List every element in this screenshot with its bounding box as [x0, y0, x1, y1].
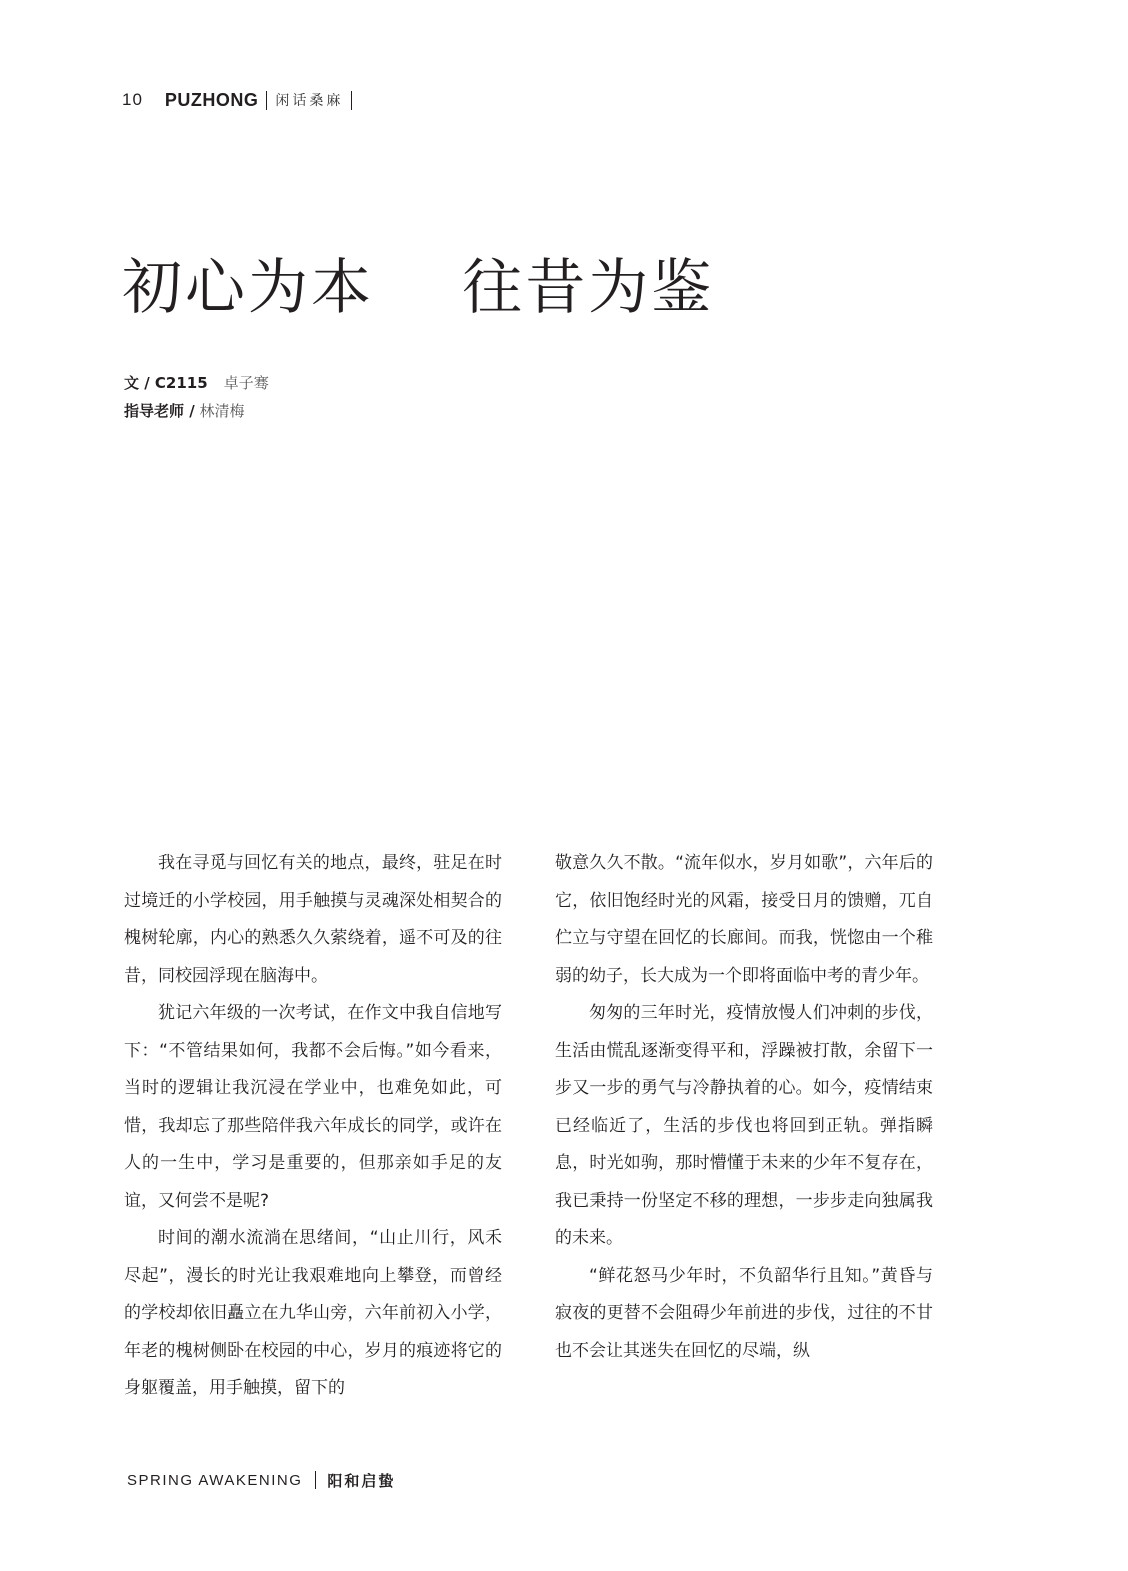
teacher-label: 指导老师 / [124, 402, 195, 420]
issue-title-en: SPRING AWAKENING [127, 1471, 303, 1489]
teacher-name: 林清梅 [199, 402, 245, 420]
section-name: 闲话桑麻 [275, 93, 344, 109]
running-footer [127, 1467, 395, 1493]
paragraph: 我在寻觅与回忆有关的地点，最终，驻足在时过境迁的小学校园，用手触摸与灵魂深处相契合的槐树轮廓，内心的熟悉久久萦绕着，遥不可及的往昔，同校园浮现在脑海中。 [124, 853, 502, 986]
page-number: 10 [122, 90, 143, 109]
article-title: 初心为本 往昔为鉴 [122, 253, 715, 323]
body-column-right [555, 845, 933, 1370]
paragraph: 时间的潮水流淌在思绪间，“山止川行，风禾尽起”，漫长的时光让我艰难地向上攀登，而曾经的学校却依旧矗立在九华山旁，六年前初入小学，年老的槐树侧卧在校园的中心，岁月的痕迹将它的身躯覆盖，用手触摸，留下的 [124, 1228, 502, 1398]
paragraph-continued: 敬意久久不散。“流年似水，岁月如歌”，六年后的它，依旧饱经时光的风霜，接受日月的馈赠，兀自伫立与守望在回忆的长廊间。而我，恍惚由一个稚弱的幼子，长大成为一个即将面临中考的青少年。 [555, 853, 933, 986]
header-divider-right [351, 91, 352, 110]
author-line [124, 369, 269, 397]
magazine-name: PUZHONG [164, 89, 259, 110]
body-column-left [124, 845, 502, 1408]
teacher-line [124, 397, 269, 425]
footer-divider [315, 1471, 316, 1489]
paragraph: 犹记六年级的一次考试，在作文中我自信地写下：“不管结果如何，我都不会后悔。”如今看来，当时的逻辑让我沉浸在学业中，也难免如此，可惜，我却忘了那些陪伴我六年成长的同学，或许在人的一生中，学习是重要的，但那亲如手足的友谊，又何尝不是呢? [124, 1003, 502, 1211]
byline [124, 369, 269, 425]
header-divider-left [266, 91, 267, 110]
author-label: 文 / C2115 [124, 374, 208, 392]
issue-title-cn: 阳和启蛰 [327, 1471, 396, 1490]
paragraph: 匆匆的三年时光，疫情放慢人们冲刺的步伐，生活由慌乱逐渐变得平和，浮躁被打散，余留下一步又一步的勇气与冷静执着的心。如今，疫情结束已经临近了，生活的步伐也将回到正轨。弹指瞬息，时光如驹，那时懵懂于未来的少年不复存在，我已秉持一份坚定不移的理想，一步步走向独属我的未来。 [555, 1003, 933, 1248]
paragraph: “鲜花怒马少年时，不负韶华行且知。”黄昏与寂夜的更替不会阻碍少年前进的步伐，过往的不甘也不会让其迷失在回忆的尽端，纵 [555, 1265, 933, 1361]
running-header [122, 86, 360, 114]
author-name: 卓子骞 [223, 374, 269, 392]
